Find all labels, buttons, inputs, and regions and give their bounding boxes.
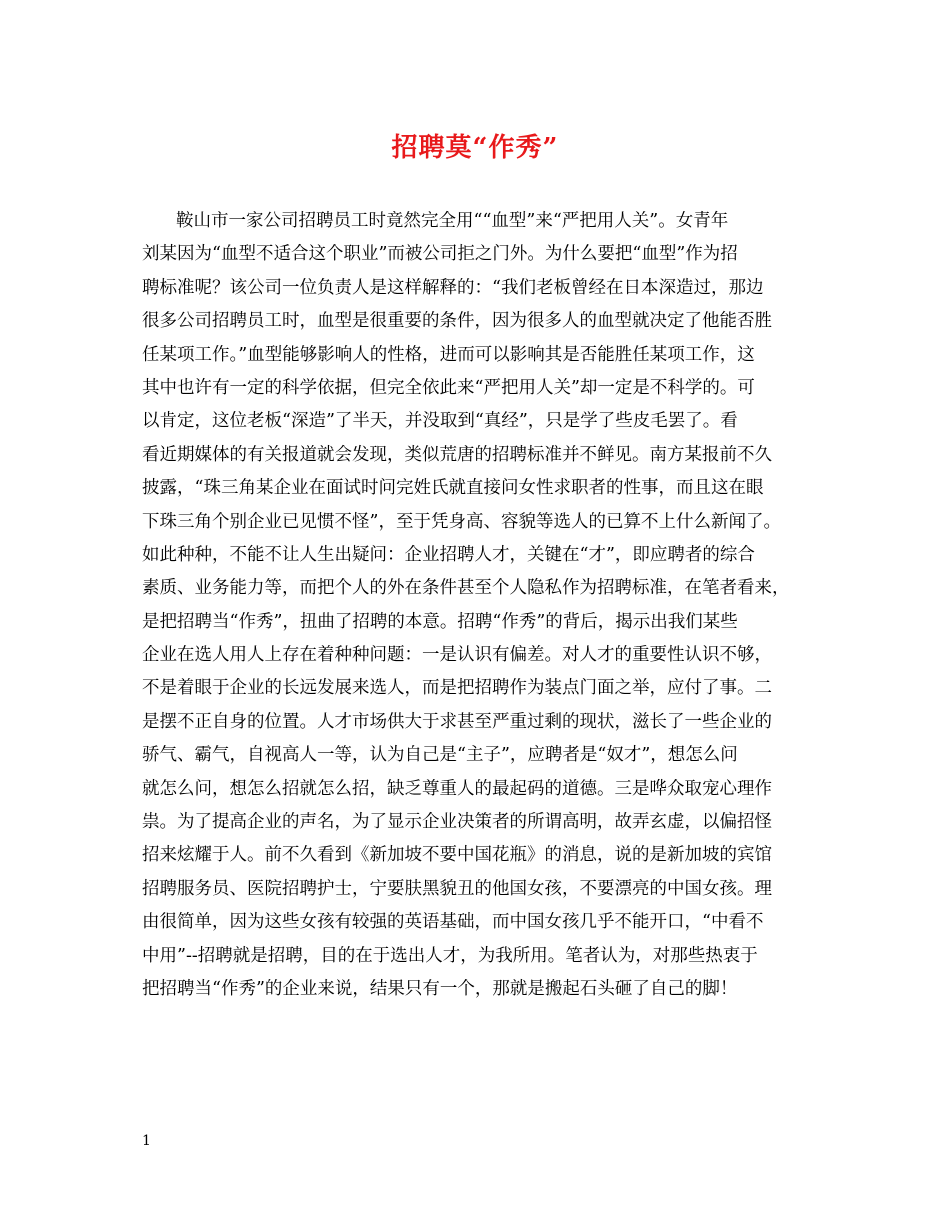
body-text-line: 看近期媒体的有关报道就会发现，类似荒唐的招聘标准并不鲜见。南方某报前不久 <box>142 444 772 465</box>
body-text-line: 招来炫耀于人。前不久看到《新加坡不要中国花瓶》的消息，说的是新加坡的宾馆 <box>142 845 772 866</box>
body-text-line: 祟。为了提高企业的声名，为了显示企业决策者的所谓高明，故弄玄虚，以偏招怪 <box>142 812 772 833</box>
body-text-line: 不是着眼于企业的长远发展来选人，而是把招聘作为装点门面之举，应付了事。二 <box>142 678 772 699</box>
body-text-line: 任某项工作。”血型能够影响人的性格，进而可以影响其是否能胜任某项工作，这 <box>142 344 755 365</box>
page-number: 1 <box>142 1133 151 1149</box>
body-text-line: 中用”--招聘就是招聘，目的在于选出人才，为我所用。笔者认为，对那些热衷于 <box>142 945 758 966</box>
body-text-line: 下珠三角个别企业已见惯不怪”，至于凭身高、容貌等选人的已算不上什么新闻了。 <box>142 511 781 532</box>
document-title: 招聘莫“作秀” <box>391 133 559 163</box>
body-text-line: 鞍山市一家公司招聘员工时竟然完全用““血型”来“严把用人关”。女青年 <box>176 211 729 231</box>
body-text-line: 如此种种，不能不让人生出疑问：企业招聘人才，关键在“才”，即应聘者的综合 <box>142 544 755 565</box>
body-text-line: 就怎么问，想怎么招就怎么招，缺乏尊重人的最起码的道德。三是哗众取宠心理作 <box>142 778 772 799</box>
article-body <box>142 205 842 1006</box>
body-text-line: 是摆不正自身的位置。人才市场供大于求甚至严重过剩的现状，滋长了一些企业的 <box>142 711 772 732</box>
body-text-line: 企业在选人用人上存在着种种问题：一是认识有偏差。对人才的重要性认识不够， <box>142 645 772 666</box>
body-text-line: 由很简单，因为这些女孩有较强的英语基础，而中国女孩几乎不能开口，“中看不 <box>142 912 764 933</box>
body-text-line: 骄气、霸气，自视高人一等，认为自己是“主子”，应聘者是“奴才”，想怎么问 <box>142 745 738 766</box>
body-text-line: 聘标准呢？该公司一位负责人是这样解释的：“我们老板曾经在日本深造过，那边 <box>142 277 764 298</box>
body-text-line: 招聘服务员、医院招聘护士，宁要肤黑貌丑的他国女孩，不要漂亮的中国女孩。理 <box>142 878 772 899</box>
body-text-line: 以肯定，这位老板“深造”了半天，并没取到“真经”，只是学了些皮毛罢了。看 <box>142 411 738 432</box>
body-text-line: 披露，“珠三角某企业在面试时问完姓氏就直接问女性求职者的性事，而且这在眼 <box>142 478 764 499</box>
body-text-line: 很多公司招聘员工时，血型是很重要的条件，因为很多人的血型就决定了他能否胜 <box>142 311 772 332</box>
body-text-line: 是把招聘当“作秀”，扭曲了招聘的本意。招聘“作秀”的背后，揭示出我们某些 <box>142 611 738 632</box>
body-text-line: 刘某因为“血型不适合这个职业”而被公司拒之门外。为什么要把“血型”作为招 <box>142 244 738 265</box>
body-text-line: 把招聘当“作秀”的企业来说，结果只有一个，那就是搬起石头砸了自己的脚！ <box>142 978 738 999</box>
body-text-line: 其中也许有一定的科学依据，但完全依此来“严把用人关”却一定是不科学的。可 <box>142 377 755 398</box>
body-text-line: 素质、业务能力等，而把个人的外在条件甚至个人隐私作为招聘标准，在笔者看来， <box>142 578 790 599</box>
